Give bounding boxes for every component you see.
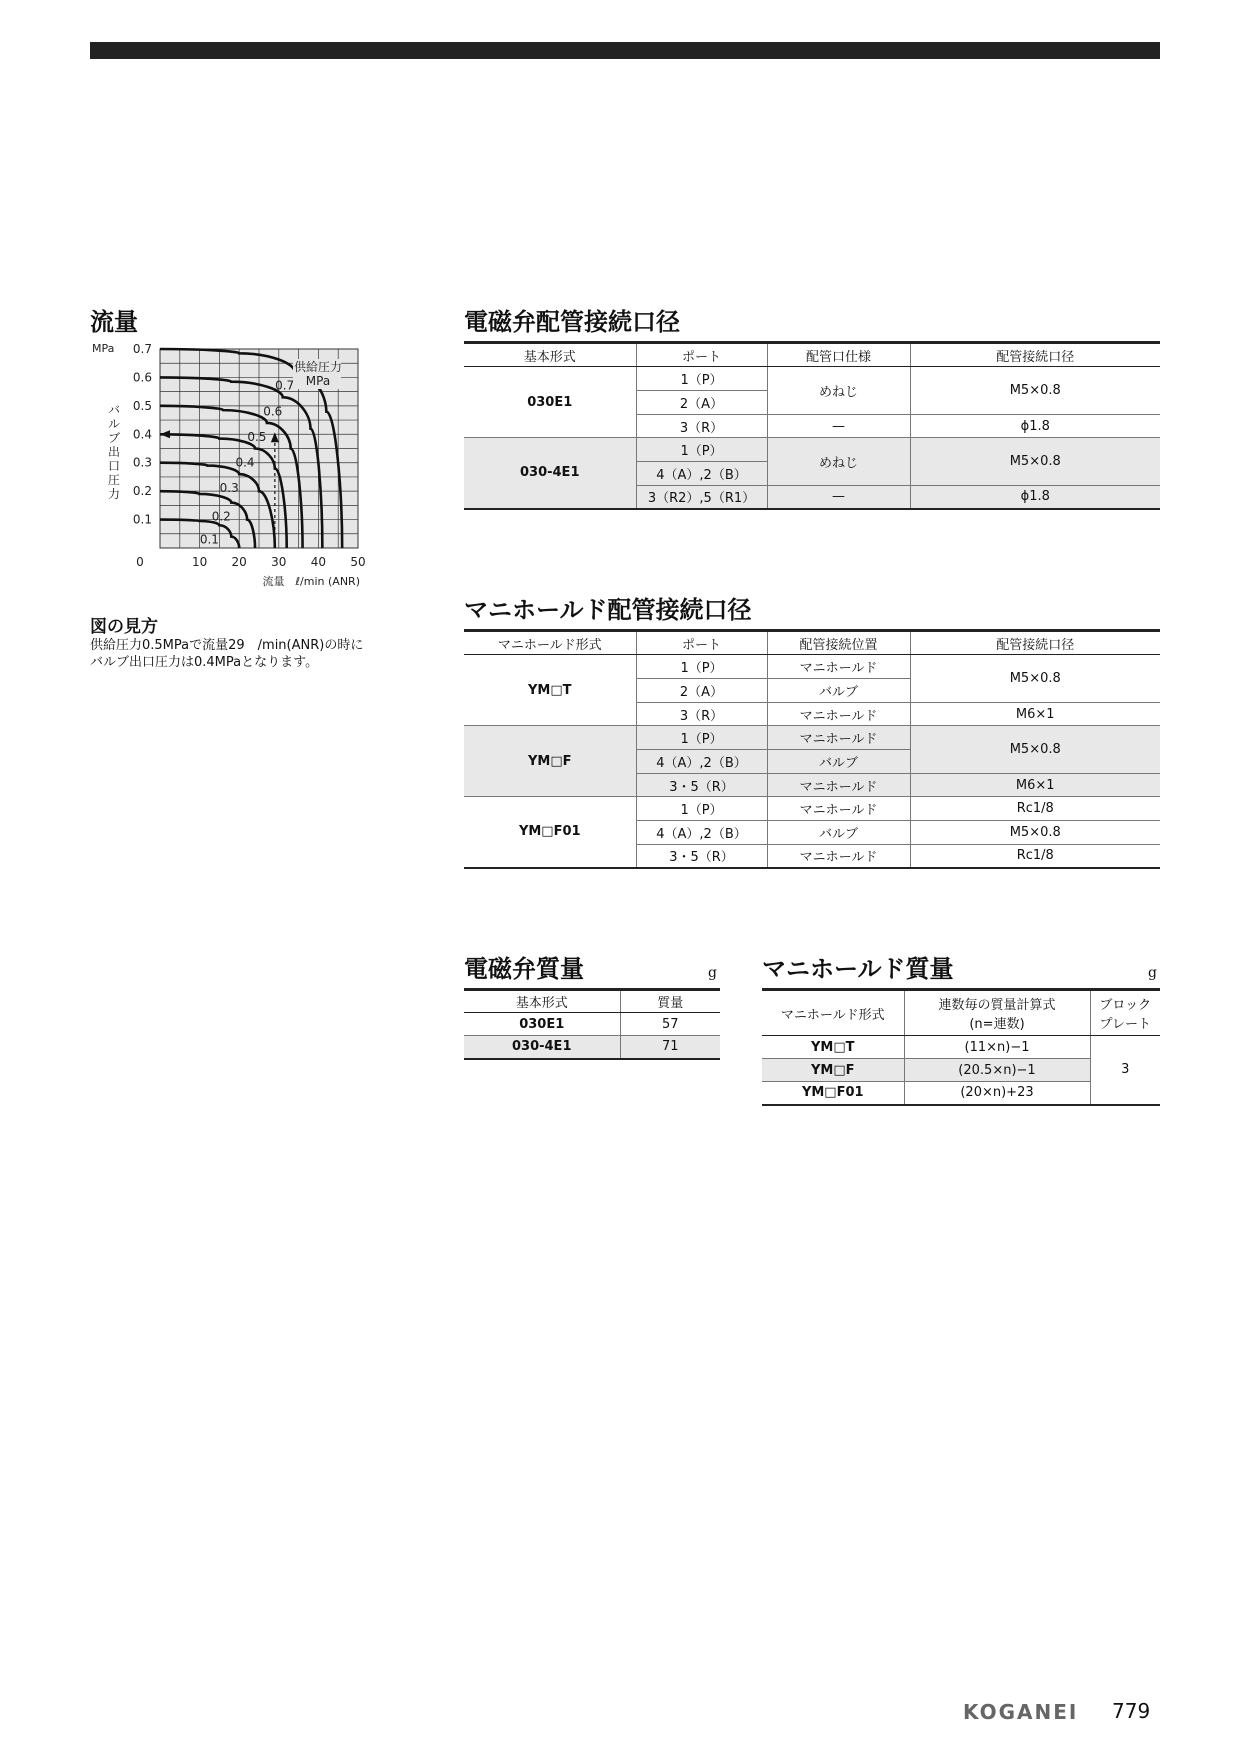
y-tick-label: 0.5 bbox=[132, 398, 152, 413]
x-axis-label: 流量 ℓ/min (ANR) bbox=[262, 575, 360, 588]
table-row bbox=[464, 367, 1160, 391]
size-cell: ϕ1.8 bbox=[910, 415, 1160, 438]
y-axis-label-char: バ bbox=[107, 403, 121, 417]
y-axis-label-char: 圧 bbox=[107, 473, 121, 487]
size-cell: M6×1 bbox=[910, 703, 1160, 726]
port-cell: 1（P） bbox=[636, 726, 767, 750]
x-tick-label: 0 bbox=[136, 555, 144, 569]
y-axis-label-char: 口 bbox=[107, 459, 121, 473]
howto-text: 供給圧力0.5MPaで流量29 /min(ANR)の時にバルブ出口圧力は0.4MPaとなります。 bbox=[90, 638, 364, 670]
port-cell: 1（P） bbox=[636, 797, 767, 821]
y-tick-label: 0.4 bbox=[132, 427, 152, 442]
series-label: 0.3 bbox=[219, 481, 239, 496]
model-cell: YM□F bbox=[762, 1059, 904, 1082]
port-cell: 3・5（R） bbox=[636, 774, 767, 797]
brand-logo: KOGANEI bbox=[963, 1700, 1079, 1724]
spec-cell: めねじ bbox=[767, 367, 910, 415]
size-cell: M5×0.8 bbox=[910, 438, 1160, 486]
column-header: 基本形式 bbox=[464, 990, 620, 1013]
position-cell: マニホールド bbox=[767, 655, 910, 679]
y-axis-label-char: 出 bbox=[107, 445, 121, 459]
port-cell: 3（R） bbox=[636, 415, 767, 438]
x-tick-label: 10 bbox=[191, 555, 208, 569]
column-header: 配管接続口径 bbox=[910, 631, 1160, 655]
position-cell: マニホールド bbox=[767, 726, 910, 750]
block-plate-header-line2: プレート bbox=[1099, 1017, 1151, 1032]
port-cell: 1（P） bbox=[636, 438, 767, 462]
position-cell: マニホールド bbox=[767, 797, 910, 821]
column-header: マニホールド形式 bbox=[464, 631, 636, 655]
port-cell: 1（P） bbox=[636, 367, 767, 391]
y-tick-label: 0.1 bbox=[132, 512, 152, 527]
series-label: 0.1 bbox=[199, 532, 219, 547]
port-cell: 4（A）,2（B） bbox=[636, 462, 767, 486]
size-cell: ϕ1.8 bbox=[910, 486, 1160, 509]
table-header-row bbox=[464, 343, 1160, 367]
manifold-mass-unit: g bbox=[1148, 965, 1157, 981]
valve-mass-unit: g bbox=[708, 965, 717, 981]
y-tick-label: 0.3 bbox=[132, 455, 152, 470]
column-header: 基本形式 bbox=[464, 343, 636, 367]
size-cell: Rc1/8 bbox=[910, 845, 1160, 868]
x-tick-label: 40 bbox=[310, 555, 327, 569]
port-cell: 3（R2）,5（R1） bbox=[636, 486, 767, 509]
formula-cell: (20.5×n)−1 bbox=[904, 1059, 1090, 1082]
formula-cell: (11×n)−1 bbox=[904, 1036, 1090, 1059]
port-cell: 4（A）,2（B） bbox=[636, 821, 767, 845]
column-header: 配管接続位置 bbox=[767, 631, 910, 655]
mass-cell: 71 bbox=[620, 1036, 720, 1059]
y-axis-label-char: ブ bbox=[107, 431, 121, 445]
y-tick-label: 0.7 bbox=[132, 342, 152, 356]
size-cell: M6×1 bbox=[910, 774, 1160, 797]
legend-unit: MPa bbox=[305, 374, 331, 388]
legend-title: 供給圧力 bbox=[293, 360, 343, 374]
y-axis-label-char: 力 bbox=[107, 487, 121, 501]
column-header: 配管接続口径 bbox=[910, 343, 1160, 367]
table-row bbox=[762, 1036, 1160, 1059]
header-bar bbox=[90, 42, 1160, 59]
block-plate-cell: 3 bbox=[1090, 1036, 1160, 1105]
manifold-mass-table bbox=[762, 988, 1160, 1106]
position-cell: バルブ bbox=[767, 750, 910, 774]
column-header bbox=[1090, 990, 1160, 1036]
table-row bbox=[464, 1036, 720, 1059]
column-header: 質量 bbox=[620, 990, 720, 1013]
model-cell: 030-4E1 bbox=[464, 438, 636, 509]
formula-cell: (20×n)+23 bbox=[904, 1082, 1090, 1105]
position-cell: マニホールド bbox=[767, 703, 910, 726]
valve-mass-table bbox=[464, 988, 720, 1060]
position-cell: マニホールド bbox=[767, 774, 910, 797]
series-label: 0.5 bbox=[247, 429, 267, 444]
y-tick-label: 0.2 bbox=[132, 484, 152, 499]
spec-cell: — bbox=[767, 486, 910, 509]
table-row bbox=[464, 655, 1160, 679]
y-tick-label: 0.6 bbox=[132, 370, 152, 385]
port-cell: 3・5（R） bbox=[636, 845, 767, 868]
model-cell: 030E1 bbox=[464, 1013, 620, 1036]
spec-cell: めねじ bbox=[767, 438, 910, 486]
manifold-ports-title: マニホールド配管接続口径 bbox=[464, 596, 752, 624]
valve-ports-title: 電磁弁配管接続口径 bbox=[464, 308, 680, 336]
port-cell: 2（A） bbox=[636, 391, 767, 415]
model-cell: 030-4E1 bbox=[464, 1036, 620, 1059]
column-header: 配管口仕様 bbox=[767, 343, 910, 367]
model-cell: YM□T bbox=[464, 655, 636, 726]
x-tick-label: 30 bbox=[271, 555, 287, 569]
y-axis-label-char: ル bbox=[107, 417, 121, 431]
table-row bbox=[464, 438, 1160, 462]
column-header: ポート bbox=[636, 631, 767, 655]
series-label: 0.4 bbox=[235, 455, 255, 470]
formula-header-line2: (n=連数) bbox=[969, 1017, 1025, 1032]
x-tick-label: 20 bbox=[231, 555, 247, 569]
series-label: 0.7 bbox=[275, 378, 295, 393]
position-cell: マニホールド bbox=[767, 845, 910, 868]
howto-title: 図の見方 bbox=[90, 617, 158, 637]
position-cell: バルブ bbox=[767, 679, 910, 703]
port-cell: 3（R） bbox=[636, 703, 767, 726]
y-unit-label: MPa bbox=[92, 342, 115, 355]
model-cell: YM□F01 bbox=[464, 797, 636, 868]
table-row bbox=[464, 797, 1160, 821]
formula-header-line1: 連数毎の質量計算式 bbox=[938, 998, 1056, 1013]
spec-cell: — bbox=[767, 415, 910, 438]
mass-cell: 57 bbox=[620, 1013, 720, 1036]
page-number: 779 bbox=[1112, 1699, 1151, 1723]
manifold-ports-table bbox=[464, 629, 1160, 869]
port-cell: 4（A）,2（B） bbox=[636, 750, 767, 774]
block-plate-header-line1: ブロック bbox=[1099, 998, 1152, 1013]
column-header: ポート bbox=[636, 343, 767, 367]
position-cell: バルブ bbox=[767, 821, 910, 845]
port-cell: 2（A） bbox=[636, 679, 767, 703]
valve-mass-title: 電磁弁質量 bbox=[464, 955, 584, 983]
size-cell: M5×0.8 bbox=[910, 821, 1160, 845]
manifold-mass-title: マニホールド質量 bbox=[762, 955, 954, 983]
flow-chart bbox=[88, 340, 368, 590]
size-cell: M5×0.8 bbox=[910, 367, 1160, 415]
series-label: 0.2 bbox=[211, 509, 231, 524]
valve-ports-table bbox=[464, 341, 1160, 510]
table-row bbox=[464, 726, 1160, 750]
column-header bbox=[904, 990, 1090, 1036]
model-cell: YM□F01 bbox=[762, 1082, 904, 1105]
column-header: マニホールド形式 bbox=[762, 990, 904, 1036]
port-cell: 1（P） bbox=[636, 655, 767, 679]
size-cell: Rc1/8 bbox=[910, 797, 1160, 821]
flow-section-title: 流量 bbox=[90, 308, 138, 336]
model-cell: YM□T bbox=[762, 1036, 904, 1059]
size-cell: M5×0.8 bbox=[910, 726, 1160, 774]
table-row bbox=[464, 1013, 720, 1036]
series-label: 0.6 bbox=[263, 404, 283, 419]
table-header-row bbox=[464, 990, 720, 1013]
model-cell: 030E1 bbox=[464, 367, 636, 438]
x-tick-label: 50 bbox=[350, 555, 366, 569]
table-header-row bbox=[464, 631, 1160, 655]
table-header-row bbox=[762, 990, 1160, 1036]
model-cell: YM□F bbox=[464, 726, 636, 797]
size-cell: M5×0.8 bbox=[910, 655, 1160, 703]
